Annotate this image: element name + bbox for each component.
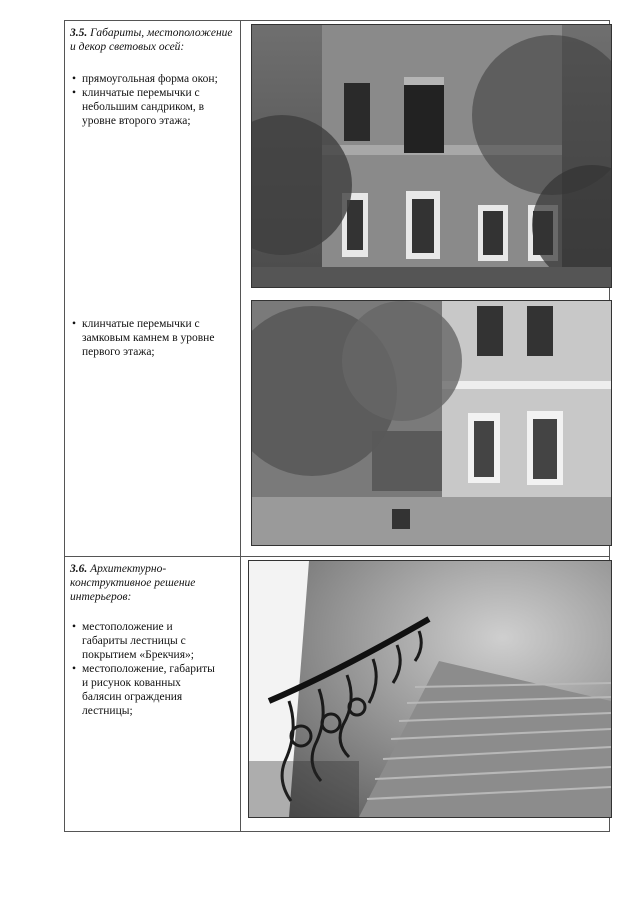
list-item: • клинчатые перемычки с замковым камнем в уровне первого этажа; — [70, 317, 230, 359]
section-3-6-bullets — [70, 620, 220, 718]
section-3-5-heading — [70, 26, 238, 54]
section-number: 3.5. — [70, 27, 88, 39]
section-title: Архитектурно-конструктивное решение интерьеров: — [70, 563, 196, 603]
section-3-5-bullets — [70, 72, 230, 128]
photo-staircase — [248, 560, 612, 818]
section-number: 3.6. — [70, 563, 88, 575]
section-3-6-heading — [70, 562, 220, 604]
table-row-divider — [64, 556, 610, 557]
table-border-top — [64, 20, 610, 21]
table-column-divider — [240, 20, 241, 832]
photo-facade-upper — [251, 24, 612, 288]
table-border-bottom — [64, 831, 610, 832]
list-item: • клинчатые перемычки с небольшим сандриком, в уровне второго этажа; — [70, 86, 230, 128]
list-item: • прямоугольная форма окон; — [70, 72, 230, 86]
photo-facade-lower — [251, 300, 612, 546]
section-3-5-row2-text — [70, 317, 230, 359]
section-3-6-text — [70, 562, 238, 718]
table-border-left — [64, 20, 65, 832]
list-item: • местоположение и габариты лестницы с покрытием «Брекчия»; — [70, 620, 220, 662]
section-3-5-text — [70, 26, 238, 128]
list-item: • местоположение, габариты и рисунок кованных балясин ограждения лестницы; — [70, 662, 220, 718]
section-3-5-row2-bullets — [70, 317, 230, 359]
section-title: Габариты, местоположение и декор световых осей: — [70, 27, 233, 53]
